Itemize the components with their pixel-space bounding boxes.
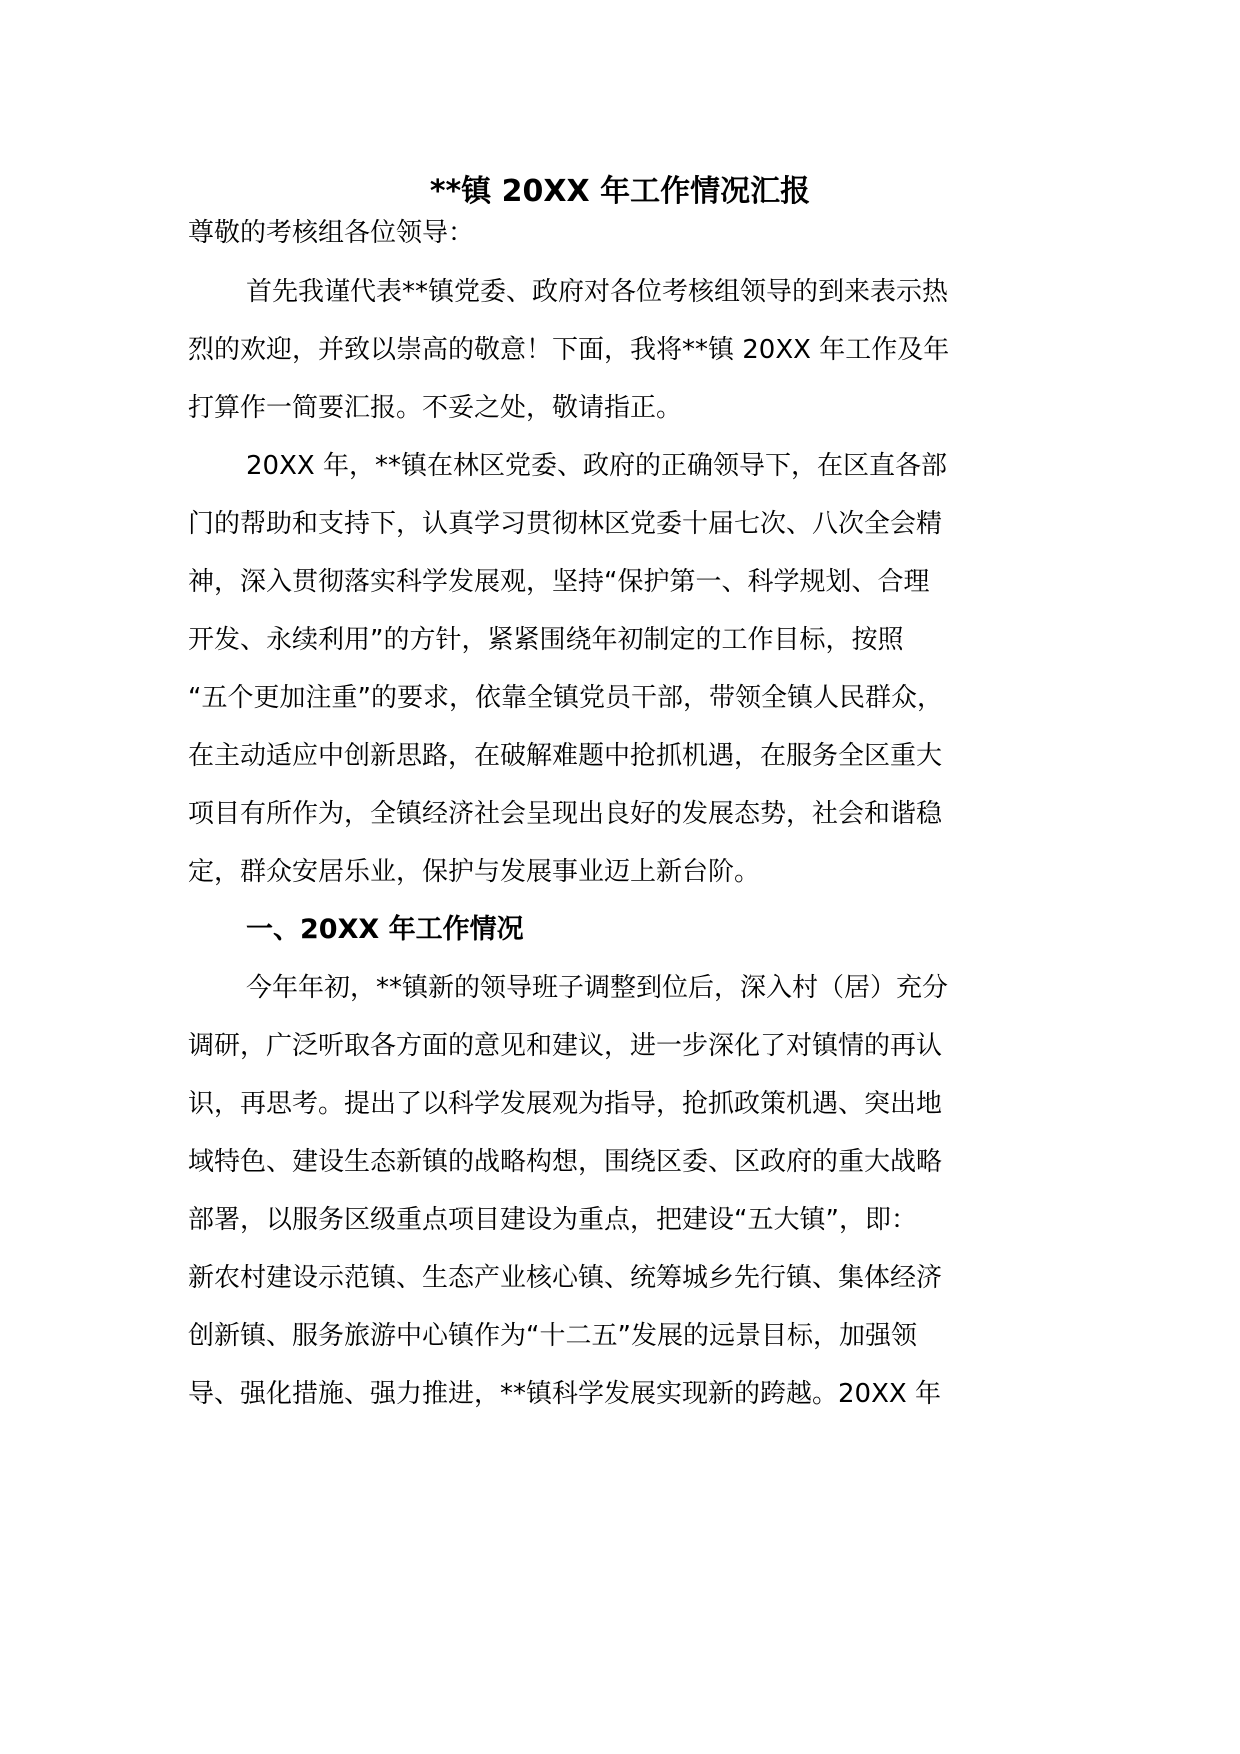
paragraph-line: 定，群众安居乐业，保护与发展事业迈上新台阶。 [188, 857, 761, 887]
paragraph-line: 今年年初，**镇新的领导班子调整到位后，深入村（居）充分 [246, 973, 949, 1003]
section-heading: 一、20XX 年工作情况 [246, 914, 524, 945]
paragraph-line: 在主动适应中创新思路，在破解难题中抢抓机遇，在服务全区重大 [188, 741, 943, 771]
paragraph-line: 20XX 年，**镇在林区党委、政府的正确领导下，在区直各部 [246, 451, 947, 481]
paragraph-line: 域特色、建设生态新镇的战略构想，围绕区委、区政府的重大战略 [188, 1147, 943, 1177]
paragraph-line: 神，深入贯彻落实科学发展观，坚持“保护第一、科学规划、合理 [188, 567, 930, 597]
paragraph-line: 打算作一简要汇报。不妥之处，敬请指正。 [188, 393, 683, 423]
salutation: 尊敬的考核组各位领导： [188, 218, 475, 248]
paragraph-line: 门的帮助和支持下，认真学习贯彻林区党委十届七次、八次全会精 [188, 509, 943, 539]
paragraph-line: “五个更加注重”的要求，依靠全镇党员干部，带领全镇人民群众， [188, 683, 943, 713]
paragraph-line: 首先我谨代表**镇党委、政府对各位考核组领导的到来表示热 [246, 277, 949, 307]
paragraph-line: 项目有所作为，全镇经济社会呈现出良好的发展态势，社会和谐稳 [188, 799, 943, 829]
paragraph-line: 创新镇、服务旅游中心镇作为“十二五”发展的远景目标，加强领 [188, 1321, 917, 1351]
paragraph-line: 新农村建设示范镇、生态产业核心镇、统筹城乡先行镇、集体经济 [188, 1263, 943, 1293]
paragraph-line: 部署，以服务区级重点项目建设为重点，把建设“五大镇”，即： [188, 1205, 917, 1235]
paragraph-line: 导、强化措施、强力推进，**镇科学发展实现新的跨越。20XX 年 [188, 1379, 941, 1409]
document-title: **镇 20XX 年工作情况汇报 [429, 174, 811, 209]
paragraph-line: 开发、永续利用”的方针，紧紧围绕年初制定的工作目标，按照 [188, 625, 904, 655]
paragraph-line: 烈的欢迎，并致以崇高的敬意！下面，我将**镇 20XX 年工作及年 [188, 335, 950, 365]
paragraph-line: 识，再思考。提出了以科学发展观为指导，抢抓政策机遇、突出地 [188, 1089, 943, 1119]
paragraph-line: 调研，广泛听取各方面的意见和建议，进一步深化了对镇情的再认 [188, 1031, 943, 1061]
